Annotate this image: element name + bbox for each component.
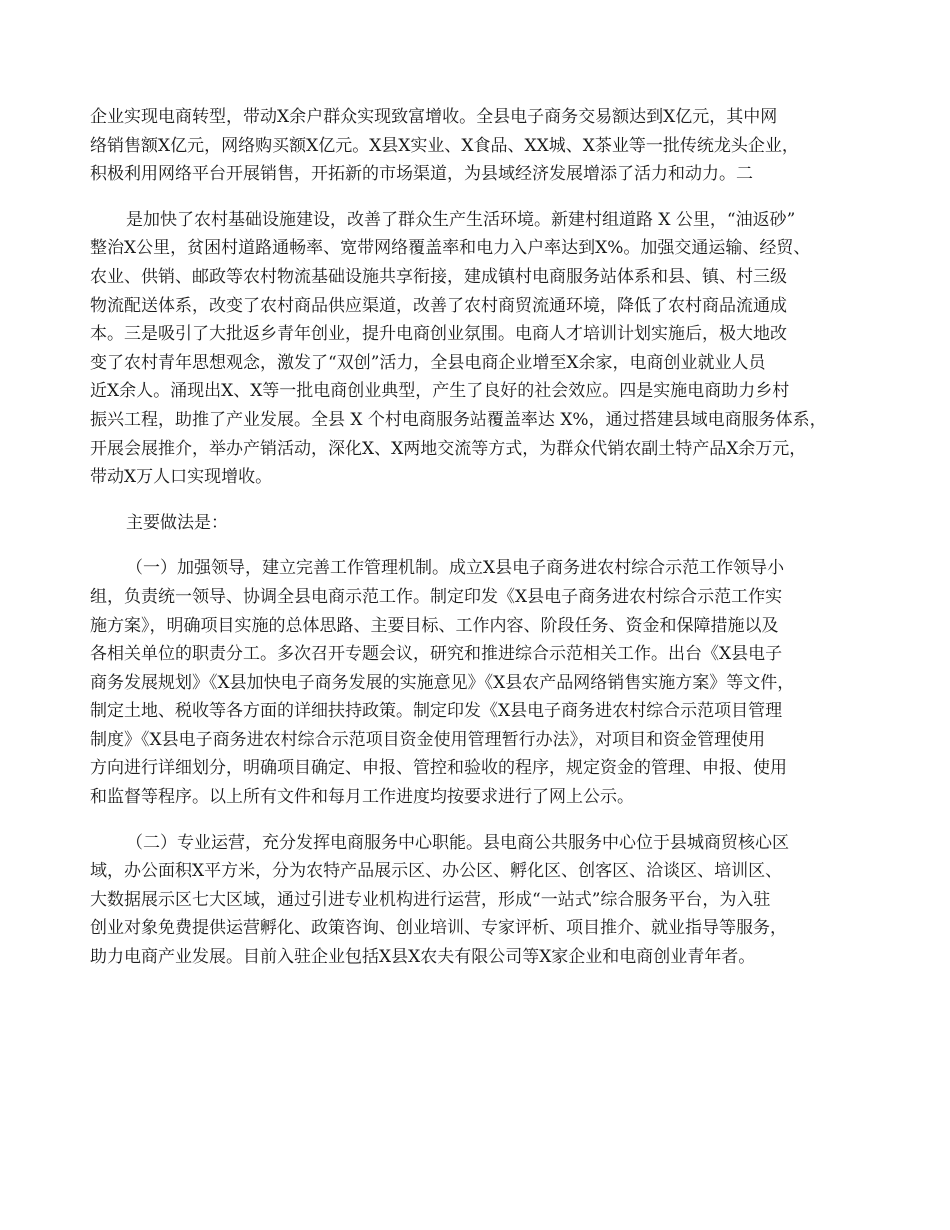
text-line: 近X余人。涌现出X、X等一批电商创业典型，产生了良好的社会效应。四是实施电商助力乡村 — [90, 381, 790, 402]
paragraph-2 — [90, 206, 882, 492]
paragraph-5 — [90, 829, 882, 972]
text-line: 农业、供销、邮政等农村物流基础设施共享衔接，建成镇村电商服务站体系和县、镇、村三级 — [90, 266, 787, 287]
text-line: 创业对象免费提供运营孵化、政策咨询、创业培训、专家评析、项目推介、就业指导等服务， — [90, 918, 787, 939]
document-body — [90, 103, 882, 972]
text-line: 带动X万人口实现增收。 — [90, 467, 273, 488]
text-line: 组，负责统一领导、协调全县电商示范工作。制定印发《X县电子商务进农村综合示范工作实 — [90, 586, 783, 607]
text-line: 本。三是吸引了大批返乡青年创业，提升电商创业氛围。电商人才培训计划实施后，极大地改 — [90, 324, 787, 345]
text-line: 络销售额X亿元，网络购买额X亿元。X县X实业、X食品、XX城、X茶业等一批传统龙头企业， — [90, 135, 799, 156]
paragraph-4 — [90, 554, 882, 811]
text-line: 施方案》，明确项目实施的总体思路、主要目标、工作内容、阶段任务、资金和保障措施以及 — [90, 615, 779, 636]
text-line: 是加快了农村基础设施建设，改善了群众生产生活环境。新建村组道路 X 公里，“油返砂” — [126, 209, 796, 230]
text-line: （一）加强领导，建立完善工作管理机制。成立X县电子商务进农村综合示范工作领导小 — [126, 558, 785, 579]
text-line: 大数据展示区七大区域，通过引进专业机构进行运营，形成“一站式”综合服务平台，为入驻 — [90, 889, 771, 910]
text-line: 整治X公里，贫困村道路通畅率、宽带网络覆盖率和电力入户率达到X%。加强交通运输、经贸、 — [90, 238, 811, 259]
text-line: 域，办公面积X平方米，分为农特产品展示区、办公区、孵化区、创客区、洽谈区、培训区、 — [90, 861, 783, 882]
text-line: 制度》《X县电子商务进农村综合示范项目资金使用管理暂行办法》，对项目和资金管理使用 — [90, 729, 766, 750]
text-line: 助力电商产业发展。目前入驻企业包括X县X农夫有限公司等X家企业和电商创业青年者。 — [90, 947, 756, 968]
text-line: （二）专业运营，充分发挥电商服务中心职能。县电商公共服务中心位于县城商贸核心区 — [126, 832, 789, 853]
text-line: 制定土地、税收等各方面的详细扶持政策。制定印发《X县电子商务进农村综合示范项目管理 — [90, 701, 783, 722]
paragraph-1 — [90, 103, 882, 189]
text-line: 积极利用网络平台开展销售，开拓新的市场渠道，为县域经济发展增添了活力和动力。二 — [90, 164, 753, 185]
text-line: 方向进行详细划分，明确项目确定、申报、管控和验收的程序，规定资金的管理、申报、使用 — [90, 758, 787, 779]
text-line: 变了农村青年思想观念，激发了“双创”活力，全县电商企业增至X余家，电商创业就业人员 — [90, 352, 766, 373]
section-heading: 主要做法是： — [126, 512, 228, 533]
text-line: 和监督等程序。以上所有文件和每月工作进度均按要求进行了网上公示。 — [90, 787, 634, 808]
text-line: 振兴工程，助推了产业发展。全县 X 个村电商服务站覆盖率达 X%，通过搭建县域电商服务体系， — [90, 409, 827, 430]
text-line: 物流配送体系，改变了农村商品供应渠道，改善了农村商贸流通环境，降低了农村商品流通成 — [90, 295, 787, 316]
text-line: 商务发展规划》《X县加快电子商务发展的实施意见》《X县农产品网络销售实施方案》等文件， — [90, 672, 795, 693]
text-line: 企业实现电商转型，带动X余户群众实现致富增收。全县电子商务交易额达到X亿元，其中网 — [90, 107, 778, 127]
text-line: 开展会展推介，举办产销活动，深化X、X两地交流等方式，为群众代销农副土特产品X余万元， — [90, 438, 807, 459]
paragraph-3 — [90, 509, 882, 538]
text-line: 各相关单位的职责分工。多次召开专题会议，研究和推进综合示范相关工作。出台《X县电子 — [90, 644, 783, 665]
